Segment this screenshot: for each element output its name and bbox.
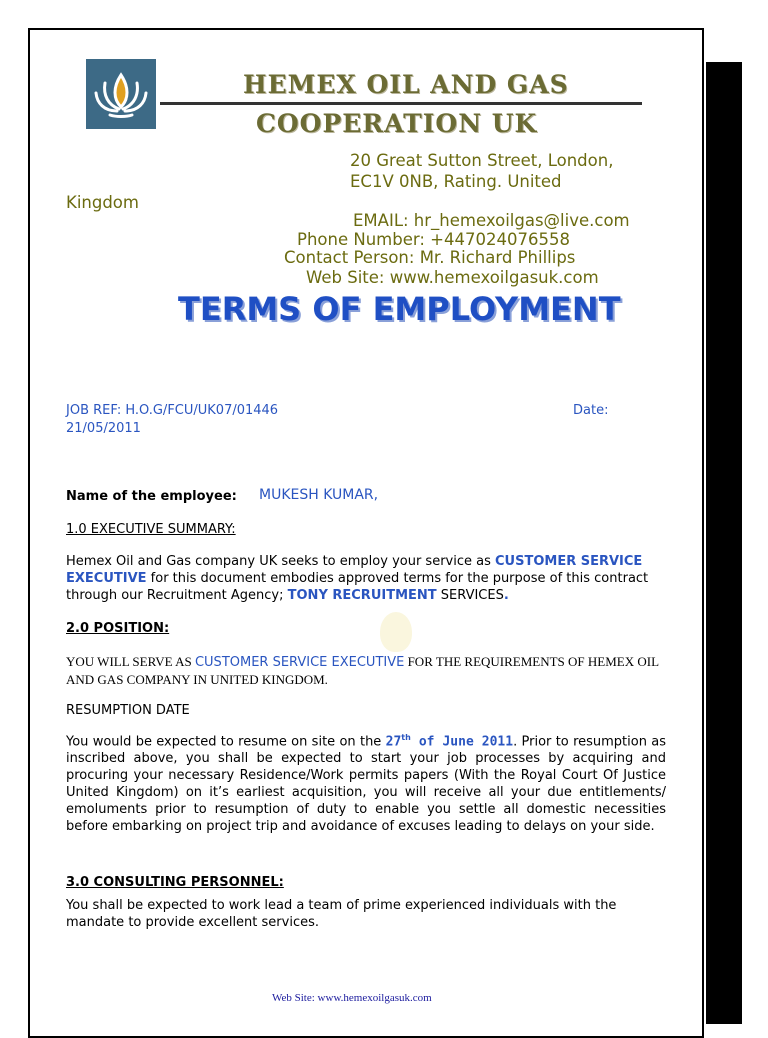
section1-period: .	[503, 588, 509, 603]
date-value: 21/05/2011	[66, 421, 141, 436]
resumption-month: of June 2011	[410, 734, 514, 750]
employee-label: Name of the employee:	[66, 489, 237, 504]
watermark-drop	[380, 612, 412, 652]
section1-agency: TONY RECRUITMENT	[287, 588, 437, 603]
lotus-icon	[86, 59, 156, 129]
resumption-heading: RESUMPTION DATE	[66, 703, 190, 718]
section1-text-b: for this document embodies approved terms for the purpose of this contract through our Recruitment Agency;	[66, 571, 649, 603]
address-line3: Kingdom	[66, 193, 139, 212]
section3-body: You shall be expected to work lead a team of prime experienced individuals with the mandate to provide excellent services.	[66, 898, 617, 930]
section1-heading: 1.0 EXECUTIVE SUMMARY:	[66, 522, 236, 537]
section2-text-b: FOR THE REQUIREMENTS OF HEMEX OIL AND GAS COMPANY IN UNITED KINGDOM.	[66, 654, 659, 687]
resumption-day-suffix: th	[401, 733, 411, 742]
section1-role: CUSTOMER SERVICE EXECUTIVE	[66, 554, 643, 586]
section3-heading: 3.0 CONSULTING PERSONNEL:	[66, 875, 284, 890]
company-name-line2: COOPERATION UK	[256, 109, 538, 138]
company-name-line1: HEMEX OIL AND GAS	[243, 70, 569, 99]
section1-text-c: SERVICES	[436, 588, 504, 603]
resumption-text-b: . Prior to resumption as inscribed above, you shall be expected to start your job processes by acquiring and procuring your necessary Residence/Work permits papers (With the Royal Court Of Justice United Kingdom) on it’s earliest acquisition, you will receive all your due entitlements/ emoluments prior to resumption of duty to enable you settle all domestic necessities before embarking on project trip and avoidance of excuses leading to delays on your side.	[66, 734, 667, 835]
resumption-day: 27	[385, 734, 402, 750]
section2-body	[66, 653, 666, 688]
website-line: Web Site: www.hemexoilgasuk.com	[306, 268, 599, 287]
resumption-body	[66, 729, 666, 835]
date-label: Date:	[573, 403, 609, 418]
employee-name: MUKESH KUMAR,	[259, 487, 379, 503]
company-logo	[86, 59, 156, 129]
section1-body	[66, 553, 666, 604]
section1-text-a: Hemex Oil and Gas company UK seeks to employ your service as	[66, 554, 495, 569]
phone-line: Phone Number: +447024076558	[297, 230, 570, 249]
job-reference: JOB REF: H.O.G/FCU/UK07/01446	[66, 403, 279, 418]
document-title: TERMS OF EMPLOYMENT	[178, 290, 621, 328]
section2-text-a: YOU WILL SERVE AS	[66, 654, 195, 669]
email-line: EMAIL: hr_hemexoilgas@live.com	[353, 211, 630, 230]
address-line2: EC1V 0NB, Rating. United	[350, 172, 562, 191]
header-rule	[160, 102, 642, 105]
address-line1: 20 Great Sutton Street, London,	[350, 151, 614, 170]
section2-role: CUSTOMER SERVICE EXECUTIVE	[194, 655, 405, 670]
footer-website: Web Site: www.hemexoilgasuk.com	[272, 992, 432, 1004]
section2-heading: 2.0 POSITION:	[66, 621, 170, 636]
page-shadow	[706, 62, 742, 1024]
resumption-text-a: You would be expected to resume on site on the	[66, 734, 386, 750]
contact-line: Contact Person: Mr. Richard Phillips	[284, 248, 576, 267]
